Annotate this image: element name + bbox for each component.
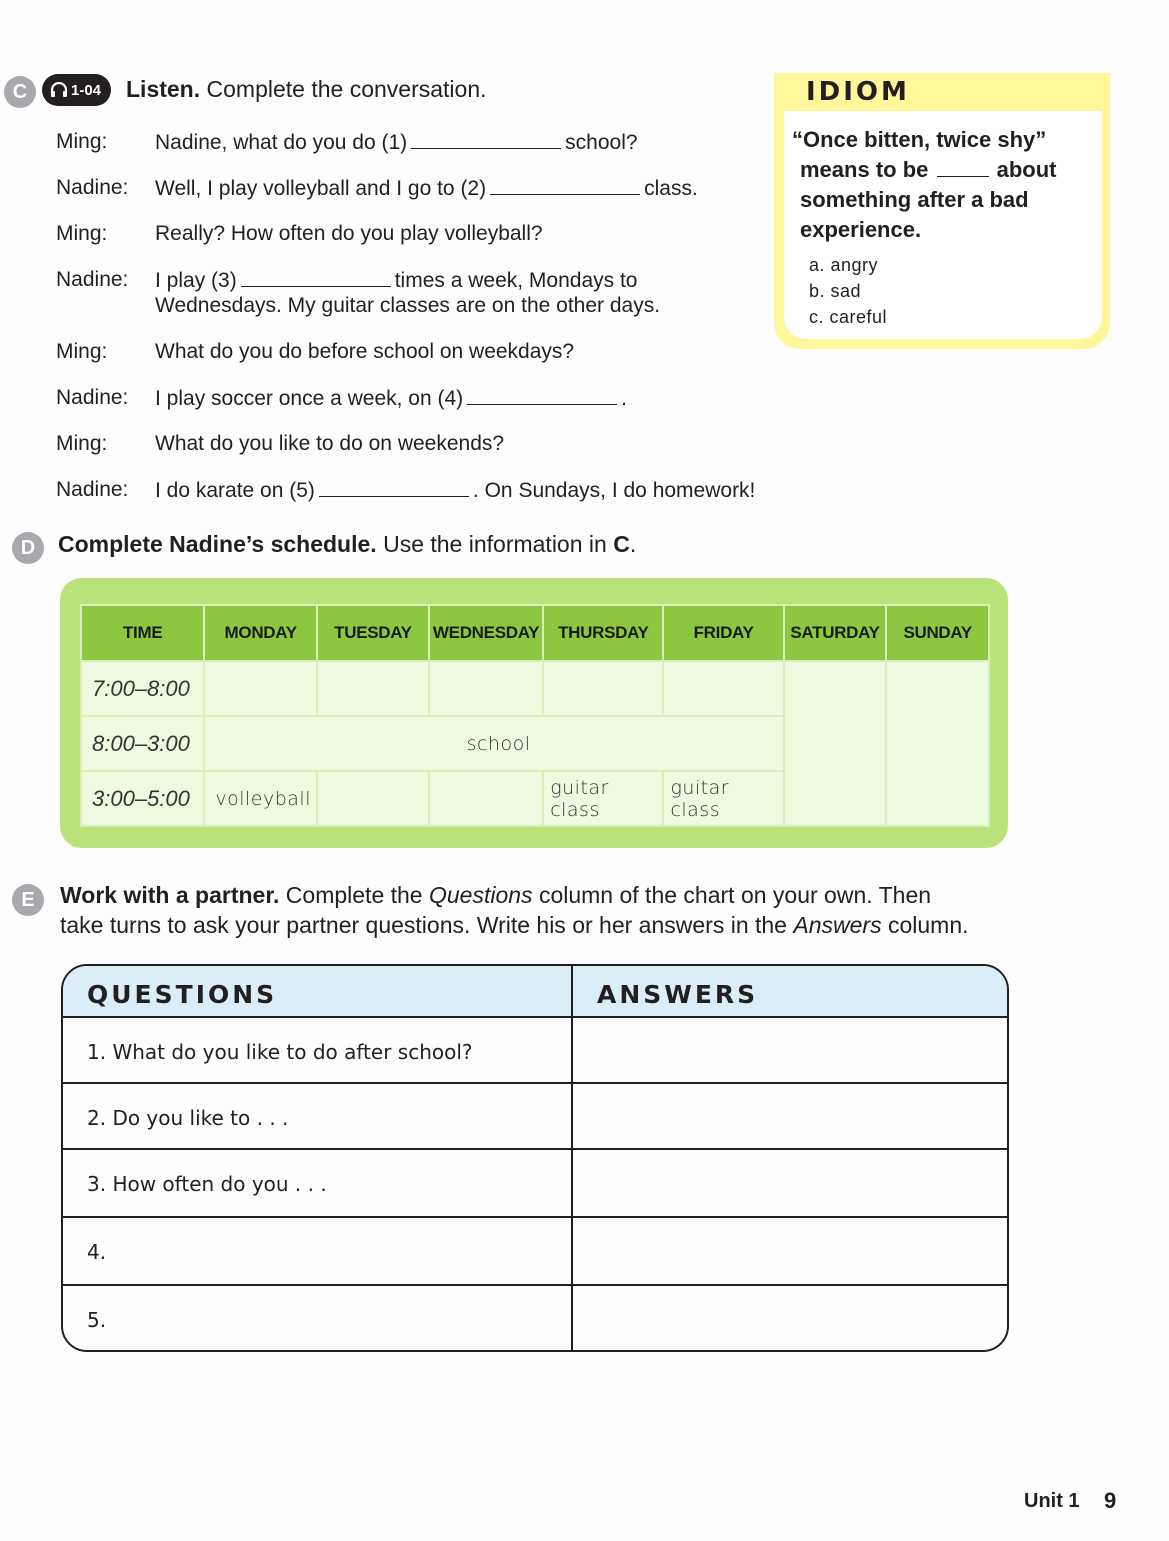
table-row (63, 1018, 1007, 1084)
schedule-panel (60, 578, 1008, 848)
schedule-cell[interactable] (317, 771, 429, 826)
header-sunday: SUNDAY (886, 605, 989, 661)
header-tuesday: TUESDAY (317, 605, 429, 661)
audio-track-number: 1-04 (71, 81, 102, 99)
idiom-option-a[interactable]: a. angry (809, 255, 879, 275)
headphones-icon (50, 82, 68, 98)
table-row (63, 1084, 1007, 1150)
idiom-blank[interactable] (937, 156, 989, 177)
question-2[interactable]: 2. Do you like to . . . (87, 1106, 289, 1130)
schedule-cell[interactable] (429, 661, 543, 716)
section-badge-c: C (4, 76, 36, 108)
time-cell: 8:00–3:00 (81, 716, 204, 771)
header-saturday: SATURDAY (784, 605, 887, 661)
schedule-cell[interactable] (429, 771, 543, 826)
idiom-box (774, 73, 1110, 349)
audio-track-badge[interactable] (42, 74, 111, 106)
header-wednesday: WEDNESDAY (429, 605, 543, 661)
question-1[interactable]: 1. What do you like to do after school? (87, 1040, 473, 1064)
schedule-table (80, 604, 990, 827)
section-c-instruction: Listen. Complete the conversation. (126, 76, 487, 102)
header-time: TIME (81, 605, 204, 661)
page-number: 9 (1104, 1488, 1117, 1513)
time-cell: 7:00–8:00 (81, 661, 204, 716)
header-thursday: THURSDAY (543, 605, 663, 661)
schedule-cell[interactable] (204, 661, 317, 716)
header-monday: MONDAY (204, 605, 317, 661)
idiom-title: IDIOM (806, 77, 910, 107)
answers-header: ANSWERS (597, 980, 759, 1009)
section-d-instruction: Complete Nadine’s schedule. Use the information in C. (58, 531, 637, 557)
idiom-option-b[interactable]: b. sad (809, 281, 862, 301)
question-5[interactable]: 5. (87, 1308, 107, 1332)
schedule-header-row (81, 605, 989, 661)
schedule-cell[interactable] (663, 661, 783, 716)
qa-header-row (63, 966, 1007, 1018)
time-cell: 3:00–5:00 (81, 771, 204, 826)
schedule-cell[interactable] (317, 661, 429, 716)
answer-blank-2[interactable] (490, 174, 640, 195)
idiom-text: “Once bitten, twice shy” means to be about something after a bad experience. (792, 127, 1057, 242)
question-4[interactable]: 4. (87, 1240, 107, 1264)
table-row (63, 1218, 1007, 1286)
section-e-instruction-line2: take turns to ask your partner questions. Write his or her answers in the Answers column. (60, 912, 969, 938)
header-friday: FRIDAY (663, 605, 783, 661)
answer-blank-5[interactable] (319, 476, 469, 497)
section-badge-d: D (12, 532, 44, 564)
column-divider (571, 966, 573, 1350)
questions-header: QUESTIONS (87, 980, 278, 1009)
schedule-cell-sunday[interactable] (886, 661, 989, 826)
schedule-row (81, 661, 989, 716)
question-3[interactable]: 3. How often do you . . . (87, 1172, 327, 1196)
section-e-instruction-line1: Work with a partner. Complete the Questions column of the chart on your own. Then (60, 882, 932, 908)
schedule-cell: guitar class (543, 771, 663, 826)
answer-blank-4[interactable] (467, 384, 617, 405)
schedule-cell: volleyball (204, 771, 317, 826)
answer-blank-1[interactable] (411, 128, 561, 149)
schedule-cell-saturday[interactable] (784, 661, 887, 826)
answer-blank-3[interactable] (241, 266, 391, 287)
table-row (63, 1286, 1007, 1352)
schedule-cell[interactable] (543, 661, 663, 716)
table-row (63, 1150, 1007, 1218)
section-badge-e: E (12, 884, 44, 916)
unit-label: Unit 1 (1024, 1490, 1080, 1512)
school-cell: school (204, 716, 783, 771)
questions-answers-table (61, 964, 1009, 1352)
schedule-cell: guitar class (663, 771, 783, 826)
idiom-option-c[interactable]: c. careful (809, 307, 888, 327)
